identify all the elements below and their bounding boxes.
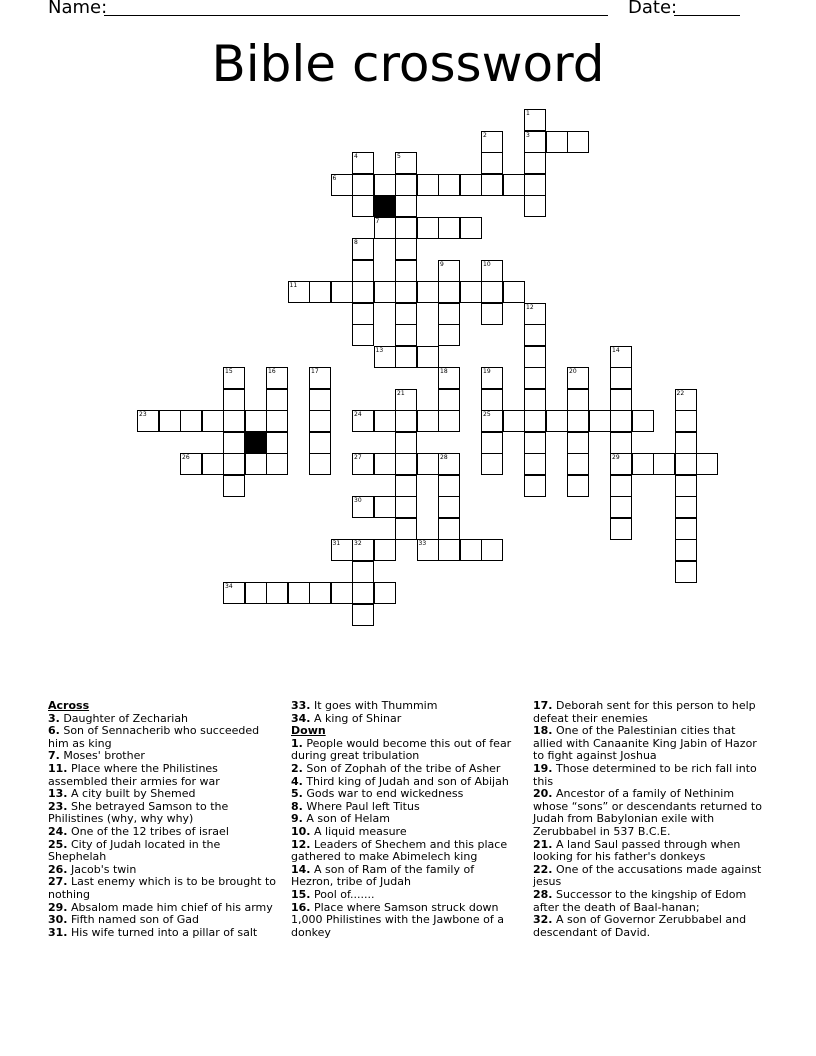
grid-cell[interactable]	[481, 303, 503, 325]
grid-cell[interactable]	[395, 152, 417, 174]
grid-cell[interactable]	[503, 174, 525, 196]
grid-cell[interactable]	[266, 582, 288, 604]
clue-text: Place where Samson struck down 1,000 Philistines with the Jawbone of a donkey	[291, 900, 504, 939]
grid-cell[interactable]	[245, 410, 267, 432]
clue	[533, 763, 763, 788]
cell-number: 22	[676, 389, 685, 397]
clue-number: 5.	[291, 787, 303, 801]
grid-cell[interactable]	[352, 539, 374, 561]
grid-cell[interactable]	[395, 410, 417, 432]
grid-cell[interactable]	[438, 496, 460, 518]
cell-number: 9	[440, 260, 444, 268]
clue-text: Son of Zophah of the tribe of Asher	[302, 761, 501, 775]
grid-cell[interactable]	[223, 453, 245, 475]
clue-text: A son of Helam	[302, 812, 390, 826]
clue-number: 10.	[291, 824, 311, 838]
clue-text: Those determined to be rich fall into this	[533, 761, 757, 788]
grid-cell[interactable]	[374, 496, 396, 518]
grid-cell[interactable]	[266, 453, 288, 475]
grid-cell[interactable]	[696, 453, 718, 475]
grid-cell[interactable]	[288, 582, 310, 604]
grid-cell[interactable]	[374, 453, 396, 475]
grid-cell[interactable]	[417, 174, 439, 196]
grid-cell[interactable]	[632, 410, 654, 432]
grid-cell[interactable]	[266, 410, 288, 432]
clue-number: 14.	[291, 862, 311, 876]
grid-cell[interactable]	[524, 367, 546, 389]
clues-column-1	[48, 700, 280, 939]
grid-cell[interactable]	[524, 453, 546, 475]
grid-cell[interactable]	[481, 131, 503, 153]
clues-column-3	[533, 700, 763, 939]
grid-cell[interactable]	[610, 346, 632, 368]
clue-text: Last enemy which is to be brought to nothing	[48, 875, 277, 901]
clue-number: 16.	[291, 900, 311, 914]
clue-number: 31.	[48, 925, 68, 939]
clue	[291, 839, 517, 864]
grid-cell[interactable]	[374, 174, 396, 196]
clue	[533, 700, 763, 725]
clue	[48, 725, 280, 750]
clue	[291, 864, 517, 889]
clue-number: 9.	[291, 812, 303, 826]
clue-number: 3.	[48, 711, 60, 725]
cell-number: 25	[483, 411, 491, 418]
cell-number: 29	[612, 454, 620, 461]
grid-cell[interactable]	[675, 496, 697, 518]
grid-cell[interactable]	[610, 496, 632, 518]
grid-cell[interactable]	[352, 195, 374, 217]
clue-text: A king of Shinar	[310, 711, 402, 725]
grid-cell[interactable]	[675, 475, 697, 497]
clue-number: 20.	[533, 787, 553, 801]
grid-cell[interactable]	[438, 303, 460, 325]
grid-cell[interactable]	[567, 410, 589, 432]
grid-cell[interactable]	[524, 410, 546, 432]
grid-cell[interactable]	[460, 217, 482, 239]
grid-cell[interactable]	[524, 131, 546, 153]
grid-cell[interactable]	[395, 496, 417, 518]
clue-number: 28.	[533, 887, 553, 901]
grid-cell[interactable]	[460, 539, 482, 561]
clue-text: Place where the Philistines assembled their armies for war	[48, 761, 220, 788]
grid-cell[interactable]	[567, 367, 589, 389]
grid-cell[interactable]	[438, 539, 460, 561]
clue-number: 17.	[533, 699, 553, 712]
grid-cell[interactable]	[395, 195, 417, 217]
grid-cell[interactable]	[395, 238, 417, 260]
grid-cell[interactable]	[610, 389, 632, 411]
grid-cell[interactable]	[331, 539, 353, 561]
cell-number: 32	[354, 540, 362, 547]
grid-cell[interactable]	[503, 281, 525, 303]
clue-number: 15.	[291, 887, 311, 901]
grid-cell[interactable]	[395, 346, 417, 368]
clue	[533, 864, 763, 889]
clues-column-2	[291, 700, 517, 939]
grid-cell[interactable]	[309, 453, 331, 475]
grid-cell[interactable]	[395, 260, 417, 282]
grid-cell[interactable]	[352, 260, 374, 282]
grid-cell[interactable]	[331, 174, 353, 196]
grid-cell[interactable]	[675, 410, 697, 432]
clue-text: Ancestor of a family of Nethinim whose “sons” or descendants returned to Judah from Babylonian exile with Zerubbabel in 537 B.C.E.	[533, 787, 762, 838]
clue	[291, 902, 517, 940]
grid-cell[interactable]	[223, 367, 245, 389]
clue	[48, 801, 280, 826]
cell-number: 18	[440, 368, 448, 375]
clue-number: 19.	[533, 761, 553, 775]
cell-number: 31	[332, 540, 341, 547]
cell-number: 6	[332, 174, 337, 182]
grid-cell[interactable]	[417, 217, 439, 239]
grid-cell[interactable]	[309, 582, 331, 604]
grid-cell[interactable]	[417, 453, 439, 475]
grid-cell[interactable]	[417, 281, 439, 303]
grid-cell[interactable]	[352, 604, 374, 626]
grid-cell[interactable]	[524, 174, 546, 196]
grid-cell[interactable]	[202, 453, 224, 475]
grid-cell[interactable]	[309, 432, 331, 454]
clue-number: 29.	[48, 900, 68, 914]
clue-number: 24.	[48, 824, 68, 838]
clue-number: 12.	[291, 837, 311, 851]
clue-number: 23.	[48, 799, 68, 813]
grid-cell[interactable]	[460, 281, 482, 303]
grid-cell[interactable]	[374, 539, 396, 561]
clue-number: 4.	[291, 774, 303, 788]
grid-cell[interactable]	[610, 453, 632, 475]
cell-number: 27	[354, 454, 362, 461]
grid-cell[interactable]	[438, 518, 460, 540]
grid-cell[interactable]	[610, 475, 632, 497]
clue-text: Third king of Judah and son of Abijah	[302, 774, 509, 788]
cell-number: 21	[397, 389, 405, 397]
cell-number: 10	[483, 260, 491, 268]
clue-text: Deborah sent for this person to help defeat their enemies	[533, 699, 756, 725]
cell-number: 19	[483, 368, 491, 375]
grid-cell[interactable]	[481, 152, 503, 174]
clue-text: A son of Ram of the family of Hezron, tribe of Judah	[291, 862, 475, 889]
grid-cell[interactable]	[610, 367, 632, 389]
grid-cell[interactable]	[395, 281, 417, 303]
cell-number: 11	[289, 282, 298, 289]
clue-text: A liquid measure	[310, 824, 407, 838]
grid-cell[interactable]	[438, 281, 460, 303]
grid-cell[interactable]	[395, 453, 417, 475]
grid-cell[interactable]	[546, 131, 568, 153]
clue-number: 32.	[533, 913, 553, 927]
grid-cell[interactable]	[481, 260, 503, 282]
grid-cell[interactable]	[352, 238, 374, 260]
grid-cell[interactable]	[546, 410, 568, 432]
clue-heading: Down	[291, 724, 326, 738]
clue-number: 2.	[291, 761, 303, 775]
grid-cell[interactable]	[180, 453, 202, 475]
cell-number: 15	[225, 368, 233, 375]
grid-cell[interactable]	[610, 432, 632, 454]
grid-cell[interactable]	[524, 389, 546, 411]
grid-cell[interactable]	[417, 539, 439, 561]
grid-cell[interactable]	[352, 453, 374, 475]
grid-cell[interactable]	[374, 217, 396, 239]
grid-cell[interactable]	[395, 303, 417, 325]
grid-cell[interactable]	[438, 367, 460, 389]
clue-heading: Across	[48, 699, 90, 712]
grid-cell[interactable]	[438, 410, 460, 432]
cell-number: 34	[225, 583, 233, 590]
grid-cell[interactable]	[567, 432, 589, 454]
grid-cell[interactable]	[675, 432, 697, 454]
grid-cell[interactable]	[395, 432, 417, 454]
grid-cell[interactable]	[352, 324, 374, 346]
cell-number: 17	[311, 368, 319, 375]
clue-number: 21.	[533, 837, 553, 851]
grid-cell[interactable]	[610, 518, 632, 540]
grid-cell[interactable]	[352, 582, 374, 604]
clue	[48, 876, 280, 901]
cell-number: 4	[354, 153, 358, 160]
grid-cell[interactable]	[481, 432, 503, 454]
clue-number: 6.	[48, 724, 60, 738]
clue	[533, 914, 763, 939]
grid-cell[interactable]	[309, 367, 331, 389]
clue-text: Successor to the kingship of Edom after the death of Baal-hanan;	[533, 887, 747, 914]
clue-text: Where Paul left Titus	[302, 799, 420, 813]
grid-cell[interactable]	[524, 346, 546, 368]
clue-text: Absalom made him chief of his army	[67, 900, 273, 914]
grid-cell[interactable]	[438, 174, 460, 196]
blocked-cell	[245, 432, 267, 454]
clue-text: City of Judah located in the Shephelah	[48, 837, 221, 864]
grid-cell[interactable]	[438, 475, 460, 497]
grid-cell[interactable]	[524, 152, 546, 174]
grid-cell[interactable]	[438, 260, 460, 282]
grid-cell[interactable]	[266, 432, 288, 454]
grid-cell[interactable]	[374, 346, 396, 368]
clue-text: It goes with Thummim	[310, 699, 438, 712]
grid-cell[interactable]	[395, 389, 417, 411]
grid-cell[interactable]	[524, 324, 546, 346]
clue	[48, 763, 280, 788]
grid-cell[interactable]	[524, 303, 546, 325]
grid-cell[interactable]	[352, 174, 374, 196]
clue-number: 1.	[291, 736, 303, 750]
grid-cell[interactable]	[460, 174, 482, 196]
grid-cell[interactable]	[675, 561, 697, 583]
grid-cell[interactable]	[438, 324, 460, 346]
grid-cell[interactable]	[417, 410, 439, 432]
grid-cell[interactable]	[352, 303, 374, 325]
grid-cell[interactable]	[438, 389, 460, 411]
clue-number: 26.	[48, 862, 68, 876]
date-label: Date:	[628, 0, 678, 18]
grid-cell[interactable]	[223, 432, 245, 454]
grid-cell[interactable]	[352, 561, 374, 583]
clue-number: 27.	[48, 875, 68, 889]
grid-cell[interactable]	[567, 389, 589, 411]
cell-number: 5	[397, 153, 401, 160]
grid-cell[interactable]	[524, 475, 546, 497]
page-title: Bible crossword	[211, 35, 605, 93]
grid-cell[interactable]	[352, 152, 374, 174]
grid-cell[interactable]	[223, 389, 245, 411]
cell-number: 8	[354, 239, 358, 246]
cell-number: 24	[354, 411, 362, 418]
clue-text: His wife turned into a pillar of salt	[67, 925, 258, 939]
grid-cell[interactable]	[309, 281, 331, 303]
clue-text: Moses' brother	[59, 749, 145, 763]
clue-text: Fifth named son of Gad	[67, 913, 199, 927]
clue-number: 30.	[48, 913, 68, 927]
grid-cell[interactable]	[137, 410, 159, 432]
grid-cell[interactable]	[245, 582, 267, 604]
cell-number: 23	[139, 411, 147, 418]
grid-cell[interactable]	[438, 217, 460, 239]
grid-cell[interactable]	[223, 582, 245, 604]
grid-cell[interactable]	[352, 410, 374, 432]
grid-cell[interactable]	[589, 410, 611, 432]
clue-text: Gods war to end wickedness	[302, 787, 464, 801]
grid-cell[interactable]	[632, 453, 654, 475]
cell-number: 16	[268, 368, 276, 375]
grid-cell[interactable]	[675, 453, 697, 475]
cell-number: 13	[375, 346, 384, 354]
grid-cell[interactable]	[610, 410, 632, 432]
clue	[533, 889, 763, 914]
grid-cell[interactable]	[438, 453, 460, 475]
clue-text: A son of Governor Zerubbabel and descendant of David.	[533, 913, 747, 939]
clue-number: 7.	[48, 749, 60, 763]
clue-number: 34.	[291, 711, 311, 725]
grid-cell[interactable]	[352, 496, 374, 518]
cell-number: 3	[526, 131, 530, 139]
grid-cell[interactable]	[567, 453, 589, 475]
clue-text: She betrayed Samson to the Philistines (why, why why)	[48, 799, 229, 826]
grid-cell[interactable]	[223, 410, 245, 432]
clue	[291, 738, 517, 763]
clue-text: A land Saul passed through when looking for his father's donkeys	[533, 837, 741, 864]
grid-cell[interactable]	[331, 582, 353, 604]
cell-number: 2	[483, 131, 487, 139]
clue-text: Jacob's twin	[67, 862, 137, 876]
grid-cell[interactable]	[288, 281, 310, 303]
grid-cell[interactable]	[395, 475, 417, 497]
grid-cell[interactable]	[524, 195, 546, 217]
grid-cell[interactable]	[524, 109, 546, 131]
clue-number: 8.	[291, 799, 303, 813]
grid-cell[interactable]	[524, 432, 546, 454]
clue	[48, 839, 280, 864]
grid-cell[interactable]	[266, 389, 288, 411]
clue-number: 13.	[48, 787, 68, 801]
grid-cell[interactable]	[309, 389, 331, 411]
clue-text: One of the Palestinian cities that allied with Canaanite King Jabin of Hazor to fight against Joshua	[533, 724, 757, 763]
clue	[533, 788, 763, 838]
clue-text: One of the accusations made against jesus	[533, 862, 762, 889]
grid-cell[interactable]	[653, 453, 675, 475]
grid-cell[interactable]	[266, 367, 288, 389]
grid-cell[interactable]	[481, 174, 503, 196]
cell-number: 28	[440, 454, 448, 461]
grid-cell[interactable]	[352, 281, 374, 303]
grid-cell[interactable]	[223, 475, 245, 497]
grid-cell[interactable]	[202, 410, 224, 432]
clue	[533, 725, 763, 763]
grid-cell[interactable]	[374, 410, 396, 432]
name-label: Name:	[48, 0, 108, 18]
clue-number: 18.	[533, 724, 553, 738]
grid-cell[interactable]	[245, 453, 267, 475]
cell-number: 30	[354, 497, 362, 504]
cell-number: 26	[182, 454, 190, 461]
grid-cell[interactable]	[675, 389, 697, 411]
clue-text: Daughter of Zechariah	[59, 711, 189, 725]
grid-cell[interactable]	[417, 346, 439, 368]
clue	[533, 839, 763, 864]
grid-cell[interactable]	[481, 410, 503, 432]
grid-cell[interactable]	[374, 281, 396, 303]
grid-cell[interactable]	[159, 410, 181, 432]
clue-number: 22.	[533, 862, 553, 876]
clue-text: A city built by Shemed	[67, 787, 196, 801]
grid-cell[interactable]	[481, 453, 503, 475]
grid-cell[interactable]	[331, 281, 353, 303]
grid-cell[interactable]	[481, 367, 503, 389]
clue-text: Pool of.......	[310, 887, 375, 901]
grid-cell[interactable]	[180, 410, 202, 432]
cell-number: 20	[569, 368, 577, 375]
grid-cell[interactable]	[503, 410, 525, 432]
grid-cell[interactable]	[567, 131, 589, 153]
blocked-cell	[374, 195, 396, 217]
clue-number: 33.	[291, 699, 311, 712]
grid-cell[interactable]	[395, 174, 417, 196]
grid-cell[interactable]	[675, 518, 697, 540]
clue-text: People would become this out of fear during great tribulation	[291, 736, 512, 763]
clue-number: 25.	[48, 837, 68, 851]
clue-text: Son of Sennacherib who succeeded him as king	[48, 724, 260, 750]
clue-text: One of the 12 tribes of israel	[67, 824, 229, 838]
clue-text: Leaders of Shechem and this place gathered to make Abimelech king	[291, 837, 508, 864]
cell-number: 12	[526, 303, 534, 311]
grid-cell[interactable]	[675, 539, 697, 561]
grid-cell[interactable]	[374, 582, 396, 604]
grid-cell[interactable]	[309, 410, 331, 432]
cell-number: 33	[418, 540, 427, 547]
grid-cell[interactable]	[481, 389, 503, 411]
grid-cell[interactable]	[395, 217, 417, 239]
clue	[48, 927, 280, 940]
clue-number: 11.	[48, 761, 68, 775]
cell-number: 14	[612, 346, 620, 354]
grid-cell[interactable]	[481, 539, 503, 561]
grid-cell[interactable]	[481, 281, 503, 303]
grid-cell[interactable]	[395, 518, 417, 540]
grid-cell[interactable]	[395, 324, 417, 346]
grid-cell[interactable]	[567, 475, 589, 497]
cell-number: 1	[526, 110, 530, 117]
cell-number: 7	[375, 217, 380, 225]
